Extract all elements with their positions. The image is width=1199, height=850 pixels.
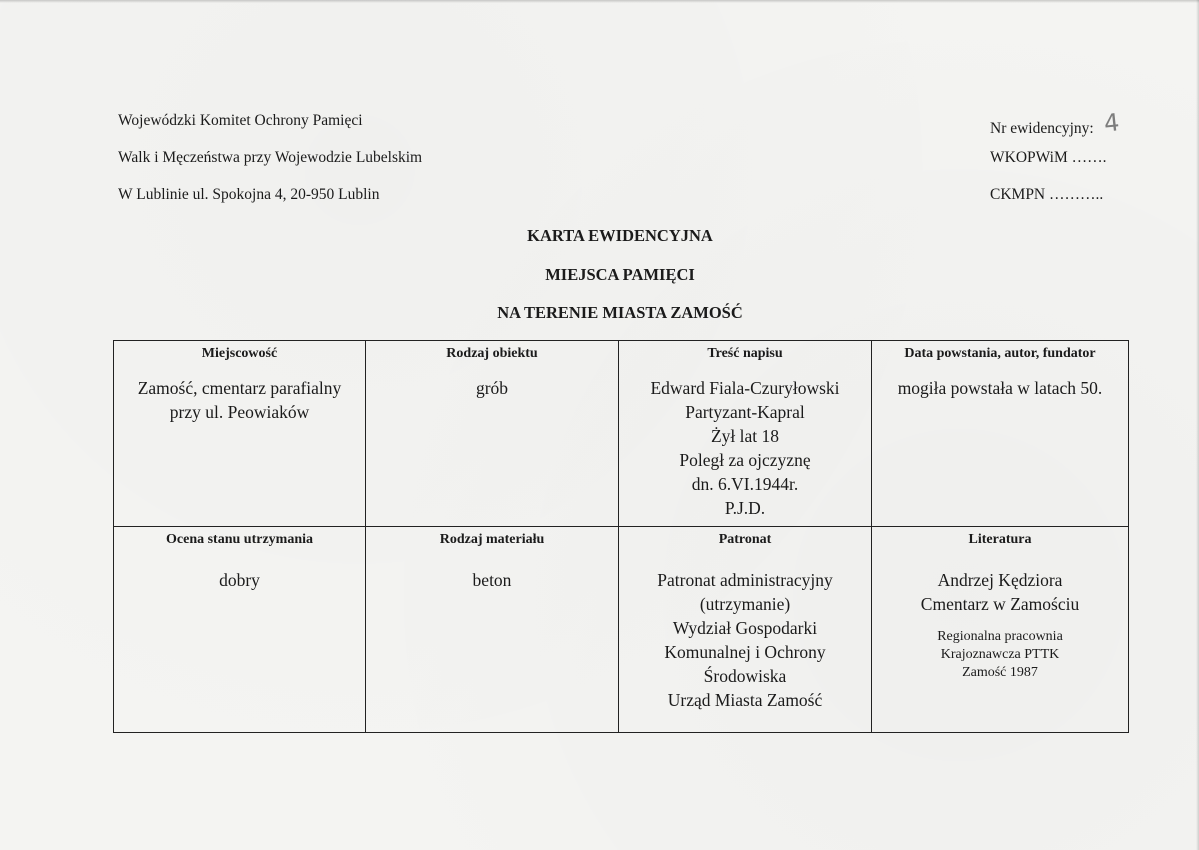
cell-line: P.J.D.	[724, 498, 766, 518]
nr-ewidencyjny-label: Nr ewidencyjny:	[990, 120, 1094, 137]
cell-line: Poległ za ojczyznę	[679, 450, 811, 470]
cell-label: Data powstania, autor, fundator	[904, 346, 1096, 361]
wkopwim-number: WKOPWiM …….	[990, 149, 1107, 166]
title-line-3: NA TERENIE MIASTA ZAMOŚĆ	[497, 303, 743, 322]
cell-rodzaj-obiektu	[366, 341, 619, 527]
institution-header	[118, 113, 422, 224]
cell-patronat	[619, 527, 872, 733]
cell-data-powstania	[872, 341, 1129, 527]
cell-line: mogiła powstała w latach 50.	[897, 378, 1103, 398]
cell-label: Treść napisu	[707, 346, 783, 361]
scan-edge-top	[0, 0, 1199, 3]
table-row	[114, 527, 1129, 733]
cell-line: Regionalna pracownia	[937, 629, 1063, 644]
cell-line: dn. 6.VI.1944r.	[691, 474, 799, 494]
cell-line: Andrzej Kędziora	[937, 570, 1063, 590]
cell-label: Rodzaj materiału	[439, 532, 545, 547]
cell-line: Żył lat 18	[710, 426, 780, 446]
cell-line: Patronat administracyjny	[657, 570, 833, 590]
table-row	[114, 341, 1129, 527]
cell-line: dobry	[219, 570, 260, 590]
cell-literatura	[872, 527, 1129, 733]
cell-line: beton	[472, 570, 512, 590]
cell-value	[366, 550, 618, 592]
ckmpn-number: CKMPN ………..	[990, 186, 1104, 203]
cell-label: Miejscowość	[201, 346, 278, 361]
cell-line: Urząd Miasta Zamość	[667, 690, 823, 710]
cell-ocena-stanu	[114, 527, 366, 733]
cell-label: Ocena stanu utrzymania	[166, 532, 313, 547]
cell-line: Krajoznawcza PTTK	[940, 647, 1060, 662]
registry-numbers	[990, 108, 1121, 224]
institution-address: W Lublinie ul. Spokojna 4, 20-950 Lublin	[118, 186, 380, 203]
cell-label: Rodzaj obiektu	[446, 346, 538, 361]
cell-value	[619, 550, 871, 712]
cell-line: przy ul. Peowiaków	[169, 402, 310, 422]
cell-value	[114, 550, 365, 592]
cell-label: Literatura	[968, 532, 1032, 547]
cell-line: Środowiska	[703, 666, 787, 686]
registry-card-table	[113, 340, 1129, 733]
title-line-1: KARTA EWIDENCYJNA	[527, 226, 713, 245]
nr-ewidencyjny-value: 4	[1102, 108, 1121, 138]
cell-value	[366, 364, 618, 400]
cell-value	[872, 364, 1128, 400]
institution-line-1: Wojewódzki Komitet Ochrony Pamięci	[118, 112, 363, 129]
cell-value	[872, 550, 1128, 682]
cell-line: Zamość 1987	[962, 665, 1038, 680]
title-line-2: MIEJSCA PAMIĘCI	[545, 265, 695, 284]
cell-line: Zamość, cmentarz parafialny	[137, 378, 342, 398]
institution-line-2: Walk i Męczeństwa przy Wojewodzie Lubelskim	[118, 149, 423, 166]
cell-value	[114, 364, 365, 424]
cell-line: (utrzymanie)	[699, 594, 791, 614]
cell-miejscowosc	[114, 341, 366, 527]
cell-line: Komunalnej i Ochrony	[664, 642, 826, 662]
cell-line: Cmentarz w Zamościu	[920, 594, 1080, 614]
cell-line: Edward Fiala-Czuryłowski	[650, 378, 840, 398]
cell-rodzaj-materialu	[366, 527, 619, 733]
publisher-note	[872, 628, 1128, 682]
cell-line: Partyzant-Kapral	[685, 402, 805, 422]
cell-line: Wydział Gospodarki	[672, 618, 818, 638]
cell-value	[619, 364, 871, 520]
nr-ewidencyjny	[990, 108, 1121, 138]
cell-label: Patronat	[718, 532, 772, 547]
cell-line: grób	[475, 378, 509, 398]
cell-tresc-napisu	[619, 341, 872, 527]
